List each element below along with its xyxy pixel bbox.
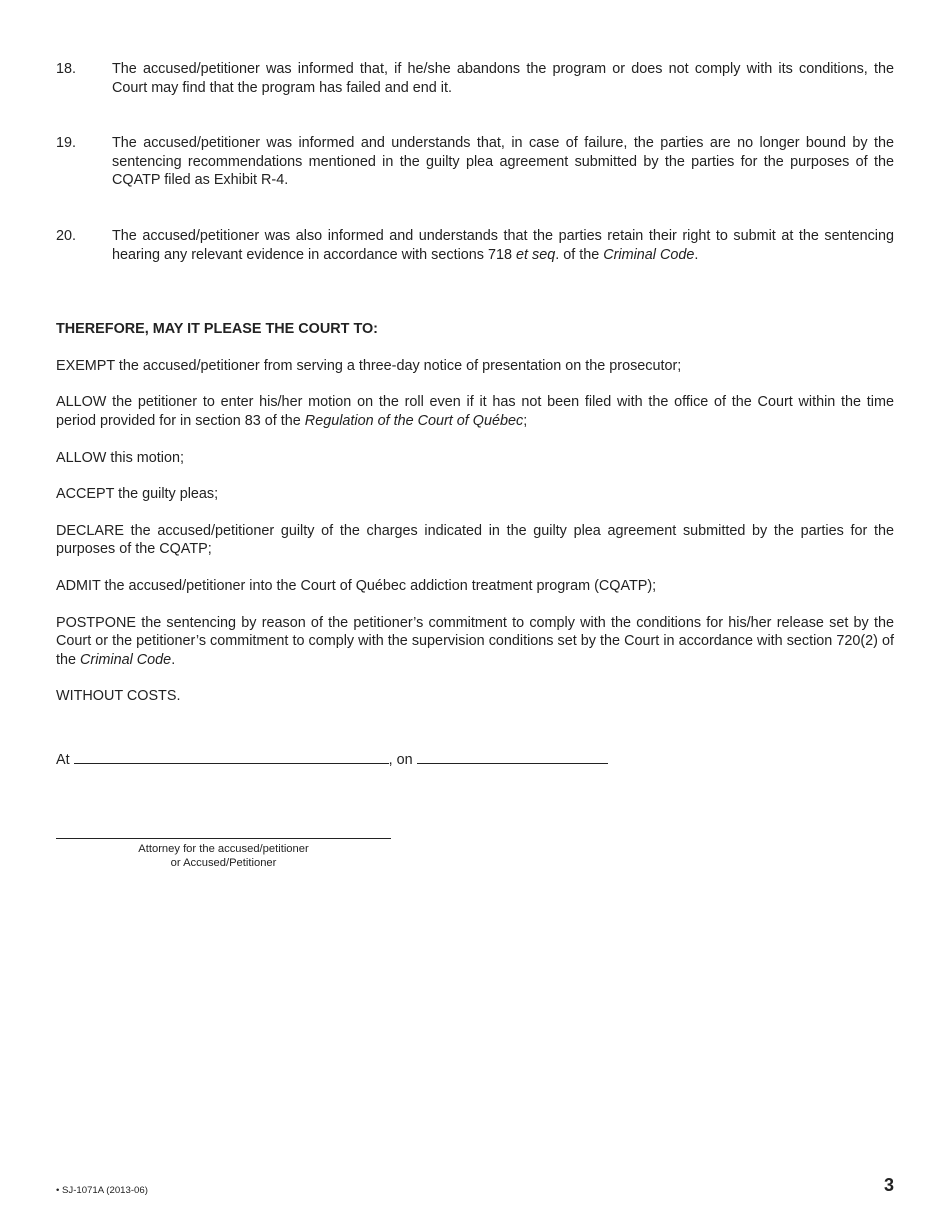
paragraph-number: 18. [56,61,77,77]
conclusion-postpone: POSTPONE the sentencing by reason of the petitioner’s commitment to comply with the conditions for his/her release set by the Court or the petitioner’s commitment to comply with the supervision conditions set by the Court in accordance with section 720(2) of the Criminal Code. [56,614,894,668]
at-label: At [56,752,70,768]
form-code: • SJ-1071A (2013-06) [56,1185,148,1196]
page-number: 3 [883,1175,894,1195]
paragraph-text: The accused/petitioner was informed that, if he/she abandons the program or does not comply with its conditions, the Court may find that the program has failed and end it. [112,61,894,96]
paragraph-number: 20. [56,227,77,244]
signature-block[interactable] [56,838,391,870]
date-field[interactable] [417,749,608,764]
conclusion-accept: ACCEPT the guilty pleas; [56,486,219,503]
on-label: , on [388,752,413,768]
numbered-paragraph-19 [56,134,894,190]
conclusions-heading: THEREFORE, MAY IT PLEASE THE COURT TO: [56,321,378,338]
document-body [56,60,894,706]
conclusion-exempt: EXEMPT the accused/petitioner from serving a three-day notice of presentation on the prosecutor; [56,357,682,374]
paragraph-text: The accused/petitioner was informed and understands that, in case of failure, the parties are no longer bound by the sentencing recommendations mentioned in the guilty plea agreement submitted by the parties for the purposes of the CQATP filed as Exhibit R-4. [112,135,894,189]
paragraph-number: 19. [56,135,77,152]
numbered-paragraph-20 [56,227,894,264]
signature-caption-line-2: or Accused/Petitioner [170,857,277,869]
conclusion-allow-roll: ALLOW the petitioner to enter his/her motion on the roll even if it has not been filed with the office of the Court within the time period provided for in section 83 of the Regulation of the Court of Québec; [56,394,894,429]
place-field[interactable] [74,749,389,764]
conclusion-allow-motion: ALLOW this motion; [56,449,184,466]
conclusion-declare: DECLARE the accused/petitioner guilty of the charges indicated in the guilty plea agreement submitted by the parties for the purposes of the CQATP; [56,522,894,558]
signature-caption-line-1: Attorney for the accused/petitioner [138,843,309,855]
conclusion-admit: ADMIT the accused/petitioner into the Court of Québec addiction treatment program (CQATP); [56,577,657,594]
place-date-line [56,749,608,770]
paragraph-text: The accused/petitioner was also informed and understands that the parties retain their right to submit at the sentencing hearing any relevant evidence in accordance with sections 718 et seq. of the Criminal Code. [112,227,894,263]
numbered-paragraph-18 [56,60,894,97]
conclusion-without-costs: WITHOUT COSTS. [56,688,181,705]
